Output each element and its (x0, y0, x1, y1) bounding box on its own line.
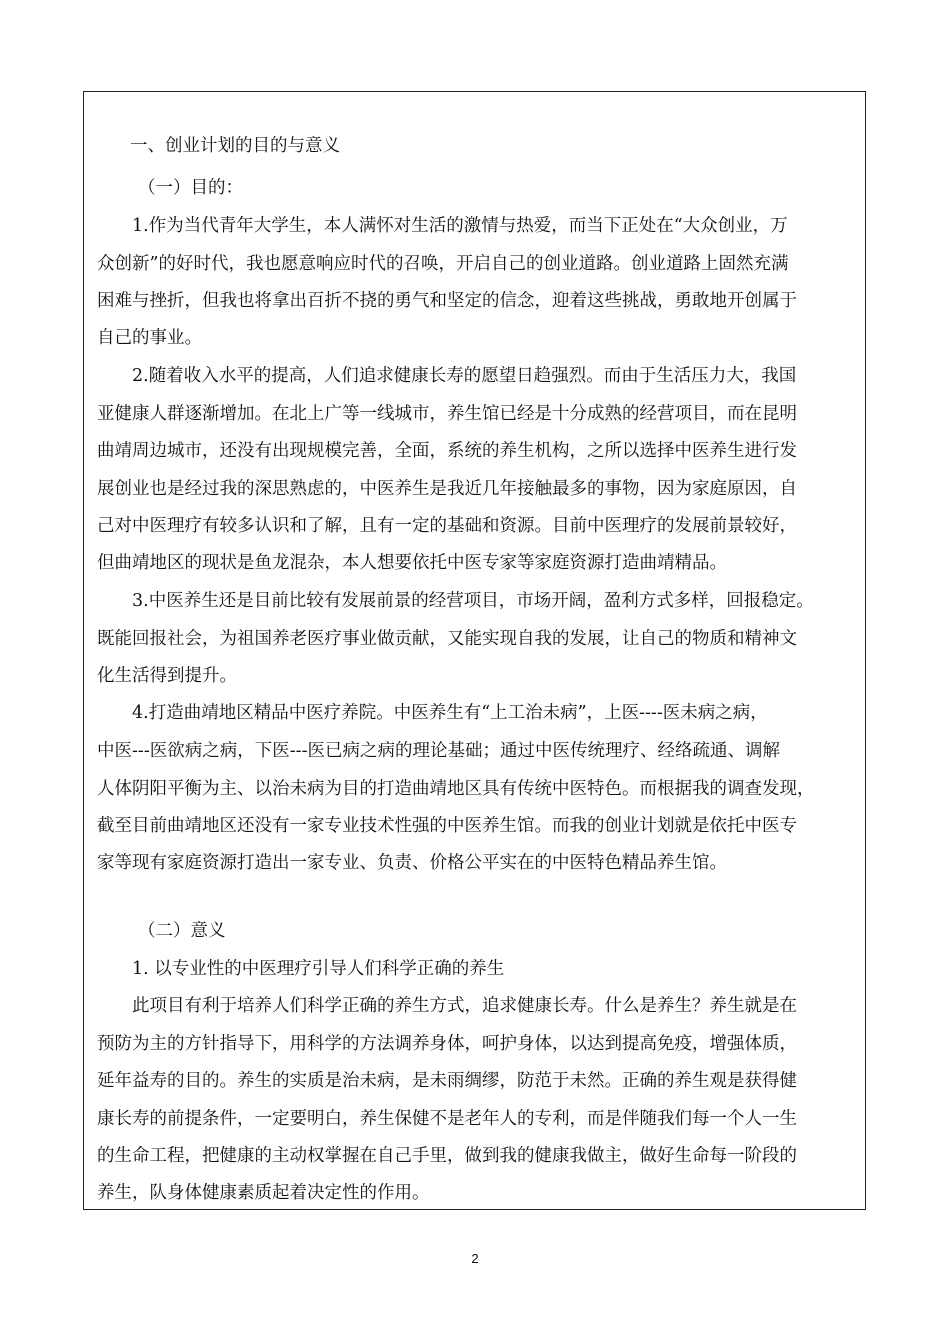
paragraph-line: 己对中医理疗有较多认识和了解，且有一定的基础和资源。目前中医理疗的发展前景较好， (97, 516, 797, 536)
paragraph-line: 既能回报社会，为祖国养老医疗事业做贡献，又能实现自我的发展，让自己的物质和精神文 (97, 629, 797, 649)
paragraph-line: 众创新”的好时代，我也愿意响应时代的召唤，开启自己的创业道路。创业道路上固然充满 (97, 254, 789, 274)
paragraph-line: 的生命工程，把健康的主动权掌握在自己手里，做到我的健康我做主，做好生命每一阶段的 (97, 1146, 797, 1166)
paragraph-line: 延年益寿的目的。养生的实质是治未病，是未雨绸缪，防范于未然。正确的养生观是获得健 (97, 1071, 797, 1091)
paragraph-line: 化生活得到提升。 (97, 666, 237, 686)
paragraph-line: 中医---医欲病之病，下医---医已病之病的理论基础；通过中医传统理疗、经络疏通、调解 (97, 741, 780, 761)
paragraph-line: 截至目前曲靖地区还没有一家专业技术性强的中医养生馆。而我的创业计划就是依托中医专 (97, 816, 797, 836)
section-heading: 一、创业计划的目的与意义 (130, 136, 340, 156)
subheading-significance: （二）意义 (138, 921, 226, 941)
subheading-purpose: （一）目的： (138, 178, 243, 198)
paragraph-line: 展创业也是经过我的深思熟虑的，中医养生是我近几年接触最多的事物，因为家庭原因，自 (97, 479, 797, 499)
paragraph-line: 预防为主的方针指导下，用科学的方法调养身体，呵护身体，以达到提高免疫，增强体质， (97, 1034, 797, 1054)
paragraph-line: 自己的事业。 (97, 328, 202, 348)
paragraph-line: 3.中医养生还是目前比较有发展前景的经营项目，市场开阔，盈利方式多样，回报稳定。 (132, 591, 814, 611)
paragraph-line: 亚健康人群逐渐增加。在北上广等一线城市，养生馆已经是十分成熟的经营项目，而在昆明 (97, 404, 797, 424)
list-item-heading: 1. 以专业性的中医理疗引导人们科学正确的养生 (132, 959, 505, 979)
page-number: 2 (471, 1251, 479, 1266)
paragraph-line: 4.打造曲靖地区精品中医疗养院。中医养生有“上工治未病”，上医----医未病之病， (132, 703, 768, 723)
paragraph-line: 困难与挫折，但我也将拿出百折不挠的勇气和坚定的信念，迎着这些挑战，勇敢地开创属于 (97, 291, 797, 311)
paragraph-line: 人体阴阳平衡为主、以治未病为目的打造曲靖地区具有传统中医特色。而根据我的调查发现， (97, 779, 815, 799)
paragraph-line: 但曲靖地区的现状是鱼龙混杂，本人想要依托中医专家等家庭资源打造曲靖精品。 (97, 553, 727, 573)
paragraph-line: 此项目有利于培养人们科学正确的养生方式，追求健康长寿。什么是养生？养生就是在 (132, 996, 797, 1016)
paragraph-line: 康长寿的前提条件，一定要明白，养生保健不是老年人的专利，而是伴随我们每一个人一生 (97, 1109, 797, 1129)
paragraph-line: 曲靖周边城市，还没有出现规模完善，全面，系统的养生机构，之所以选择中医养生进行发 (97, 441, 797, 461)
paragraph-line: 1.作为当代青年大学生，本人满怀对生活的激情与热爱，而当下正处在“大众创业，万 (132, 216, 788, 236)
paragraph-line: 家等现有家庭资源打造出一家专业、负责、价格公平实在的中医特色精品养生馆。 (97, 853, 727, 873)
paragraph-line: 2.随着收入水平的提高，人们追求健康长寿的愿望日趋强烈。而由于生活压力大，我国 (132, 366, 797, 386)
content-frame (83, 91, 866, 1210)
paragraph-line: 养生，队身体健康素质起着决定性的作用。 (97, 1183, 430, 1203)
